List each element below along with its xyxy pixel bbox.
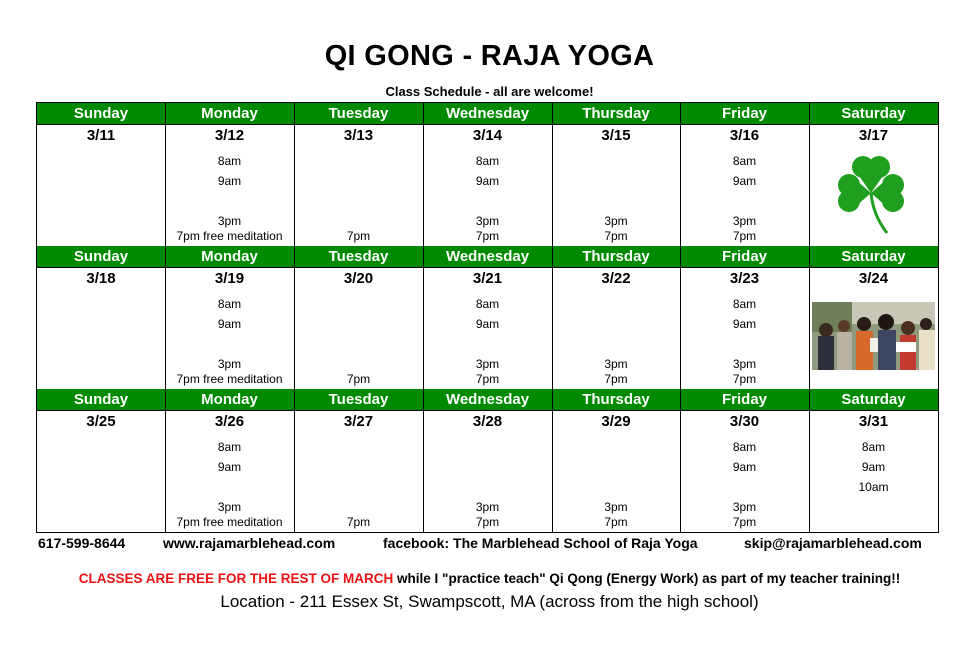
day-date: 3/25 (86, 413, 116, 430)
day-date: 3/28 (472, 413, 503, 430)
week-row (37, 246, 938, 389)
class-time: 8am (475, 154, 500, 168)
day-date: 3/14 (472, 127, 503, 144)
notice-text: while I "practice teach" Qi Qong (Energy Work) as part of my teacher training!! (393, 571, 901, 586)
class-time: 7pm (732, 515, 757, 529)
class-time: 3pm (732, 214, 757, 228)
class-time: 10am (858, 480, 889, 494)
day-cell (423, 124, 552, 246)
class-time: 9am (475, 317, 500, 331)
grid-divider (294, 103, 295, 246)
day-header-monday: Monday (165, 389, 294, 410)
class-time: 8am (217, 297, 242, 311)
day-cell (37, 410, 165, 532)
grid-divider (552, 246, 553, 389)
day-header-wednesday: Wednesday (423, 103, 552, 124)
grid-divider (423, 389, 424, 532)
day-header-saturday: Saturday (809, 389, 938, 410)
day-date: 3/17 (858, 127, 889, 144)
class-time: 7pm (604, 515, 628, 529)
class-time: 7pm (475, 229, 500, 243)
day-cell (552, 267, 680, 389)
day-header-saturday: Saturday (809, 103, 938, 124)
day-cell (423, 267, 552, 389)
phone-number: 617-599-8644 (38, 535, 126, 551)
week-row (37, 389, 938, 532)
day-date: 3/11 (86, 127, 116, 144)
class-time: 9am (732, 317, 757, 331)
class-time: 7pm (604, 372, 628, 386)
grid-divider (552, 389, 553, 532)
day-header-tuesday: Tuesday (294, 389, 423, 410)
class-time: 3pm (475, 214, 500, 228)
day-cell (680, 267, 809, 389)
day-date: 3/29 (601, 413, 631, 430)
day-date: 3/23 (729, 270, 760, 287)
day-date: 3/22 (601, 270, 631, 287)
class-time: 7pm (475, 515, 500, 529)
class-time: 3pm (604, 357, 628, 371)
grid-divider (809, 103, 810, 246)
day-header-friday: Friday (680, 246, 809, 267)
grid-divider (552, 103, 553, 246)
class-time: 9am (732, 174, 757, 188)
day-date: 3/30 (729, 413, 760, 430)
crowd-photo (812, 302, 935, 370)
grid-divider (680, 389, 681, 532)
day-date: 3/21 (472, 270, 503, 287)
day-cell (165, 410, 294, 532)
class-time: 3pm (604, 214, 628, 228)
grid-divider (165, 246, 166, 389)
class-time: 8am (732, 297, 757, 311)
day-date: 3/19 (214, 270, 245, 287)
day-date: 3/26 (214, 413, 245, 430)
grid-divider (294, 389, 295, 532)
class-time: 9am (732, 460, 757, 474)
day-date: 3/31 (858, 413, 889, 430)
week-row (37, 103, 938, 246)
class-time: 7pm (346, 515, 371, 529)
notice-highlight: CLASSES ARE FREE FOR THE REST OF MARCH (78, 571, 394, 586)
class-time: 3pm (475, 357, 500, 371)
class-time: 9am (217, 317, 242, 331)
page-subtitle: Class Schedule - all are welcome! (385, 84, 594, 99)
facebook-link[interactable]: facebook: The Marblehead School of Raja Yoga (383, 535, 698, 551)
class-time: 7pm (604, 229, 628, 243)
class-time: 7pm (475, 372, 500, 386)
day-header-monday: Monday (165, 103, 294, 124)
grid-divider (165, 389, 166, 532)
class-time: 3pm (604, 500, 628, 514)
day-cell (680, 124, 809, 246)
grid-divider (680, 246, 681, 389)
class-time: 7pm (732, 229, 757, 243)
grid-divider (809, 389, 810, 532)
day-date: 3/15 (601, 127, 631, 144)
day-header-friday: Friday (680, 103, 809, 124)
day-cell (809, 410, 938, 532)
class-time: 8am (861, 440, 886, 454)
day-header-thursday: Thursday (552, 103, 680, 124)
grid-divider (423, 103, 424, 246)
day-cell (294, 410, 423, 532)
class-time: 9am (475, 174, 500, 188)
class-time: 7pm (346, 372, 371, 386)
schedule-calendar (36, 102, 939, 533)
day-date: 3/20 (343, 270, 374, 287)
grid-divider (680, 103, 681, 246)
class-time: 7pm free meditation (176, 515, 283, 529)
day-header-wednesday: Wednesday (423, 246, 552, 267)
day-cell (423, 410, 552, 532)
day-cell (552, 124, 680, 246)
class-time: 8am (732, 154, 757, 168)
day-date: 3/16 (729, 127, 760, 144)
class-time: 3pm (732, 500, 757, 514)
day-header-friday: Friday (680, 389, 809, 410)
class-time: 7pm free meditation (176, 372, 283, 386)
grid-divider (165, 103, 166, 246)
website-link[interactable]: www.rajamarblehead.com (163, 535, 336, 551)
day-header-monday: Monday (165, 246, 294, 267)
day-cell (37, 124, 165, 246)
day-header-tuesday: Tuesday (294, 103, 423, 124)
day-cell (809, 267, 938, 389)
day-header-thursday: Thursday (552, 389, 680, 410)
day-date: 3/24 (858, 270, 889, 287)
day-date: 3/27 (343, 413, 374, 430)
class-time: 3pm (217, 214, 242, 228)
day-date: 3/12 (214, 127, 245, 144)
day-cell (165, 124, 294, 246)
class-time: 3pm (217, 500, 242, 514)
class-time: 3pm (475, 500, 500, 514)
grid-divider (423, 246, 424, 389)
class-time: 8am (217, 154, 242, 168)
day-header-tuesday: Tuesday (294, 246, 423, 267)
day-header-sunday: Sunday (37, 103, 165, 124)
class-time: 8am (217, 440, 242, 454)
class-time: 7pm (346, 229, 371, 243)
class-time: 9am (217, 460, 242, 474)
grid-divider (294, 246, 295, 389)
day-header-sunday: Sunday (37, 389, 165, 410)
class-time: 7pm (732, 372, 757, 386)
class-time: 3pm (732, 357, 757, 371)
class-time: 8am (732, 440, 757, 454)
grid-divider (809, 246, 810, 389)
day-cell (680, 410, 809, 532)
page-title: QI GONG - RAJA YOGA (324, 40, 655, 72)
day-cell (37, 267, 165, 389)
day-cell (294, 267, 423, 389)
class-time: 8am (475, 297, 500, 311)
class-time: 7pm free meditation (176, 229, 283, 243)
location-text: Location - 211 Essex St, Swampscott, MA (across from the high school) (220, 592, 759, 611)
day-cell (294, 124, 423, 246)
day-cell (552, 410, 680, 532)
free-classes-notice (0, 571, 979, 586)
day-header-thursday: Thursday (552, 246, 680, 267)
day-cell (165, 267, 294, 389)
shamrock-icon (835, 153, 909, 242)
class-time: 9am (217, 174, 242, 188)
day-date: 3/18 (86, 270, 116, 287)
day-header-sunday: Sunday (37, 246, 165, 267)
day-header-saturday: Saturday (809, 246, 938, 267)
day-header-wednesday: Wednesday (423, 389, 552, 410)
class-time: 3pm (217, 357, 242, 371)
day-cell (809, 124, 938, 246)
email-link[interactable]: skip@rajamarblehead.com (744, 535, 922, 551)
day-date: 3/13 (343, 127, 374, 144)
class-time: 9am (861, 460, 886, 474)
